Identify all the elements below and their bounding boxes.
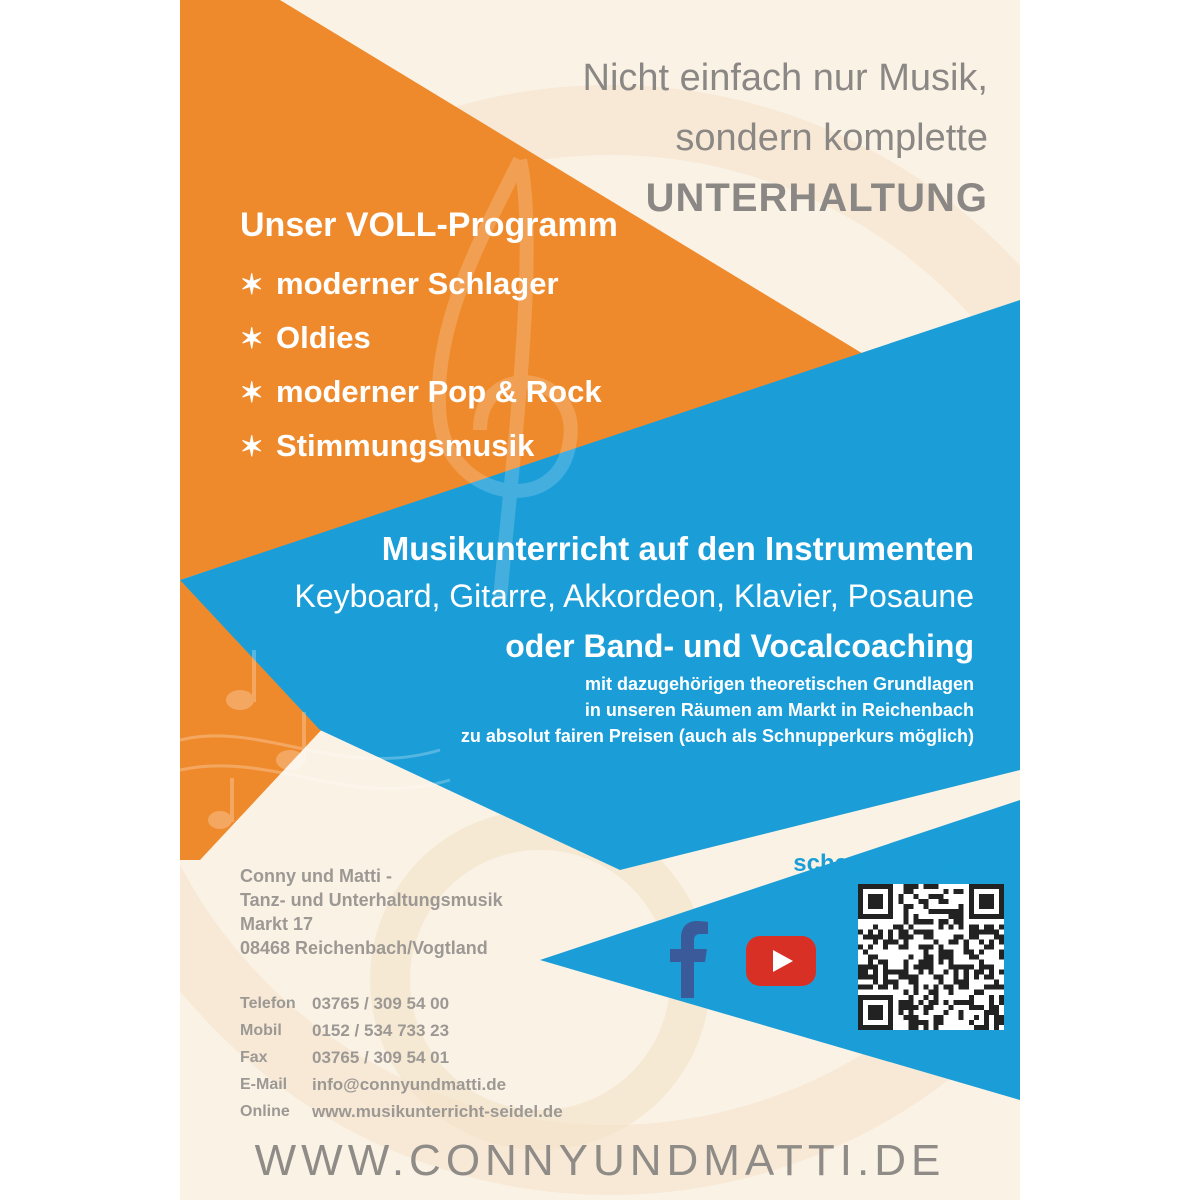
contact-label: Fax: [240, 1048, 268, 1066]
contact-value[interactable]: www.musikunterricht-seidel.de: [312, 1101, 563, 1121]
program-item: [240, 365, 618, 419]
lessons-title: Musikunterricht auf den Instrumenten: [381, 530, 974, 567]
social-heading: schaut auch unter: [793, 850, 1000, 877]
contact-value[interactable]: 03765 / 309 54 00: [312, 993, 450, 1013]
address-line: Tanz- und Unterhaltungsmusik: [240, 890, 503, 910]
contact-label: Mobil: [240, 1021, 282, 1039]
program-item-label: Stimmungsmusik: [276, 428, 535, 463]
program-item-label: moderner Schlager: [276, 266, 559, 301]
star-icon: ✶: [240, 377, 264, 408]
lessons-instruments: Keyboard, Gitarre, Akkordeon, Klavier, Posaune: [294, 578, 974, 614]
program-item: [240, 257, 618, 311]
address-line: Conny und Matti -: [240, 866, 392, 886]
address-block: [240, 864, 503, 960]
contact-label: Online: [240, 1102, 290, 1120]
contact-row-fax: [240, 1044, 563, 1071]
address-line: 08468 Reichenbach/Vogtland: [240, 938, 488, 958]
lessons-detail-3: zu absolut fairen Preisen (auch als Schnupperkurs möglich): [460, 726, 974, 746]
lessons-section: [295, 528, 975, 748]
youtube-icon[interactable]: [746, 936, 816, 986]
program-item-label: moderner Pop & Rock: [276, 374, 602, 409]
flyer: [180, 0, 1020, 1200]
program-item-label: Oldies: [276, 320, 371, 355]
lessons-detail-1: mit dazugehörigen theoretischen Grundlagen: [584, 674, 974, 694]
program-item: [240, 311, 618, 365]
star-icon: ✶: [240, 323, 264, 354]
contact-label: E-Mail: [240, 1075, 288, 1093]
program-item: [240, 419, 618, 473]
contact-value[interactable]: 0152 / 534 733 23: [312, 1020, 450, 1040]
qr-code-icon[interactable]: [858, 884, 1004, 1030]
lessons-coaching: oder Band- und Vocalcoaching: [505, 628, 974, 664]
program-title: Unser VOLL-Programm: [240, 206, 618, 244]
contact-list: [240, 990, 563, 1125]
address-line: Markt 17: [240, 914, 314, 934]
contact-row-online: [240, 1098, 563, 1125]
program-section: [240, 206, 618, 473]
slogan-line-1: Nicht einfach nur Musik,: [582, 57, 988, 99]
contact-row-email: [240, 1071, 563, 1098]
star-icon: ✶: [240, 269, 264, 300]
contact-row-mobil: [240, 1017, 563, 1044]
slogan: [583, 48, 989, 228]
contact-value: 03765 / 309 54 01: [312, 1047, 450, 1067]
contact-row-telefon: [240, 990, 563, 1017]
contact-label: Telefon: [240, 994, 296, 1012]
lessons-detail-2: in unseren Räumen am Markt in Reichenbach: [584, 700, 974, 720]
star-icon: ✶: [240, 431, 264, 462]
contact-value[interactable]: info@connyundmatti.de: [312, 1074, 507, 1094]
website-footer[interactable]: WWW.CONNYUNDMATTI.DE: [254, 1136, 946, 1185]
facebook-icon[interactable]: [668, 918, 708, 998]
slogan-line-2: sondern komplette: [675, 117, 988, 159]
slogan-line-3: UNTERHALTUNG: [645, 176, 988, 220]
